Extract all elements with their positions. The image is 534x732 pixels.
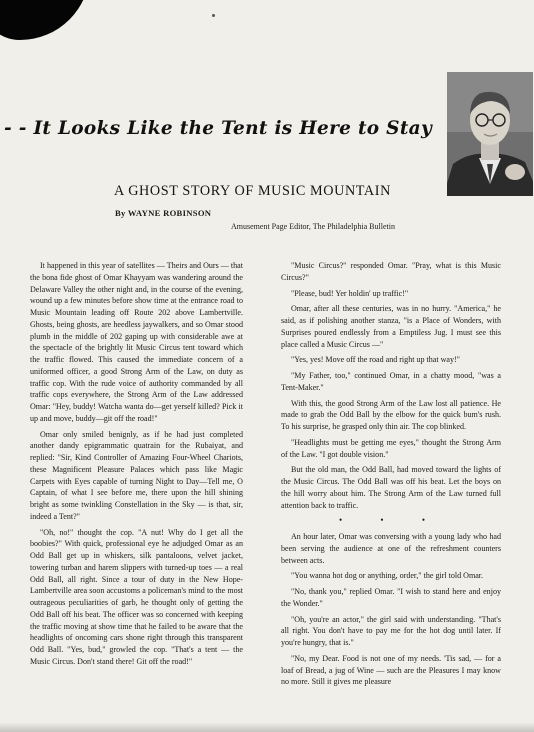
paragraph: "Oh, no!" thought the cop. "A nut! Why do I get all the boobies?" With quick, professional eye he adjudged Omar as an Odd Ball get up in whiskers, silk pantaloons, velvet jacket, towering turban and harem slippers with turned-up toes — a real Odd Ball, all right. Since a tour of duty in the New Hope-Lambertville area soon accustoms a policeman's mind to the most outrageous peculiarities of garb, he thought only of getting the Odd Ball off his beat. The officer was so concerned with keeping the traffic moving at show time that he failed to be aware that the headlights of oncoming cars shone right through this transparent Odd Ball. "Yes, bud," growled the cop. "That's a tent — the Music Circus. Don't stand there! Git off the road!" (30, 527, 243, 666)
author-affiliation: Amusement Page Editor, The Philadelphia Bulletin (231, 222, 395, 231)
right-column (281, 260, 501, 692)
author-photo (447, 72, 533, 196)
paragraph: But the old man, the Odd Ball, had moved toward the lights of the Music Circus. The Odd Ball was off his beat. Let the boys on the hill worry about him. The Strong Arm of the Law turned full attention back to traffic. (281, 465, 501, 510)
paragraph: "Yes, yes! Move off the road and right up that way!" (291, 355, 460, 365)
speck-dot (212, 14, 215, 17)
paragraph: "My Father, too," continued Omar, in a chatty mood, "was a Tent-Maker." (281, 371, 501, 392)
article-title: A GHOST STORY OF MUSIC MOUNTAIN (114, 183, 391, 199)
paragraph: "Please, bud! Yer holdin' up traffic!" (291, 288, 409, 298)
paragraph: It happened in this year of satellites — Theirs and Ours — that the bona fide ghost of Omar Khayyam was wandering around the Delaware Valley the other night and, in the course of the evening, wound up a few minutes before show time at the entrance road to Music Mountain leading off Route 202 above Lambertville. Ghosts, being ghosts, are heedless jaywalkers, and so Omar stood plumb in the middle of 202 gaping up with considerable awe at the spectacle of the brightly lit Music Circus tent toward which the traffic flowed. This caused the immediate concern of a uniformed officer, a good Strong Arm of the Law, on duty as traffic cop. With the rude voice of authority commanded by all traffic cops everywhere, the Strong Arm of the Law addressed Omar: "Hey, buddy! Watcha wanta do—get yerself killed? Pick it up and move, buddy—git off the road!" (30, 261, 243, 423)
ink-blot-corner (0, 0, 90, 40)
paragraph: "Music Circus?" responded Omar. "Pray, what is this Music Circus?" (281, 261, 501, 282)
byline: By WAYNE ROBINSON (115, 208, 212, 218)
paragraph: "You wanna hot dog or anything, order," the girl told Omar. (291, 571, 484, 581)
left-column (30, 260, 243, 672)
paragraph: "Headlights must be getting me eyes," thought the Strong Arm of the Law. "I got double vision." (281, 437, 501, 459)
paragraph: With this, the good Strong Arm of the Law lost all patience. He made to grab the Odd Ball by the elbow for the quick bum's rush. To his surprise, he grasped only thin air. The cop blinked. (281, 398, 501, 431)
paragraph: "Oh, you're an actor," the girl said with understanding. "That's all right. You don't have to pay me for the hot dog until later. If you're hungry, that is." (281, 614, 501, 647)
page-edge-shadow (0, 722, 534, 732)
author-portrait-image (447, 72, 533, 196)
paragraph: An hour later, Omar was conversing with a young lady who had been serving the audience at one of the refreshment counters between acts. (281, 532, 501, 565)
paragraph: Omar, after all these centuries, was in no hurry. "America," he said, as if polishing another stanza, "is a Place of Wonders, with Surprises poured endlessly from a Emptiless Jug. I must see this place called a Music Circus —" (281, 304, 501, 349)
headline: - - It Looks Like the Tent is Here to Stay (4, 118, 433, 139)
section-separator: • • • (339, 515, 443, 526)
paragraph: Omar only smiled benignly, as if he had just completed another dandy epigrammatic quatrain for the Rubaiyat, and replied: "Sir, Kind Controller of Amazing Four-Wheel Chariots, these Magnificent Pleasure Palaces which pass like Magic Carpets with Eyes capable of turning Night to Day—Tell me, O Captain, of what I see before me, there upon the hill shining bright as some twinkling Constellation in the Sky — is that, sir, indeed a Tent?" (30, 429, 243, 521)
paragraph: "No, thank you," replied Omar. "I wish to stand here and enjoy the Wonder." (281, 587, 501, 608)
paragraph: "No, my Dear. Food is not one of my needs. 'Tis sad, — for a loaf of Bread, a jug of Wine — such are the Pleasures I may know no more. Still it gives me pleasure (281, 653, 501, 687)
